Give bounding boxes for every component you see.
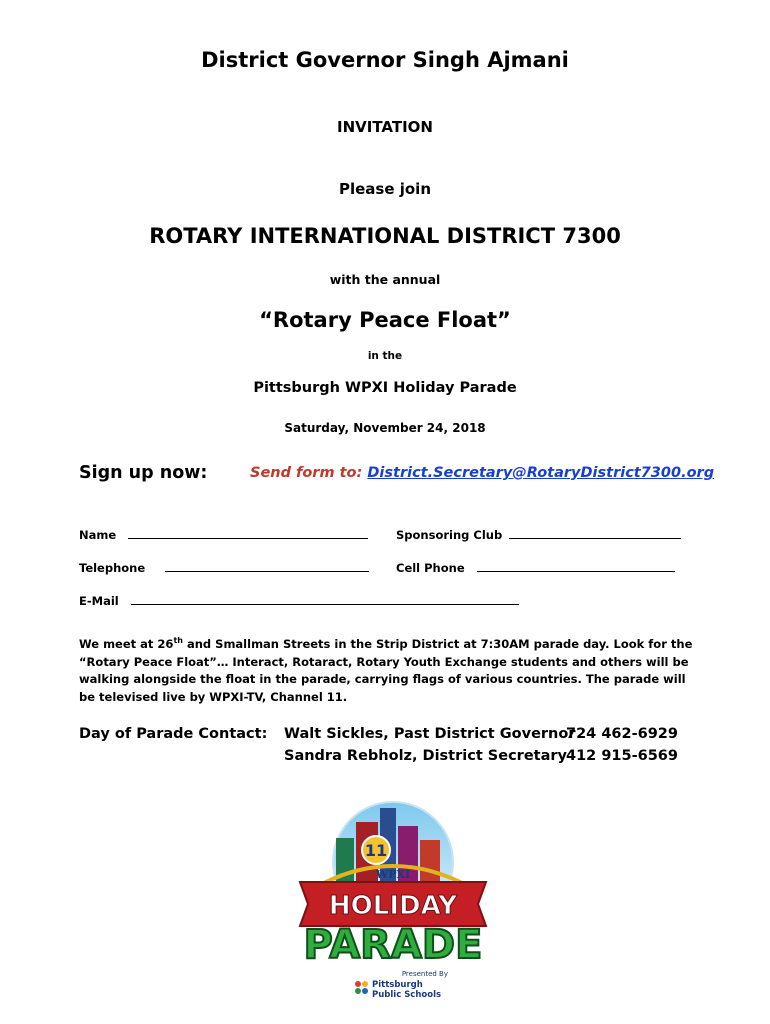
svg-text:11: 11 xyxy=(364,841,388,860)
wpxi-label: WPXI xyxy=(375,868,411,881)
contact-phone-2: 412 915-6569 xyxy=(566,748,678,764)
with-annual-text: with the annual xyxy=(329,272,441,287)
details-text-start: We meet at 26 xyxy=(79,637,174,651)
presented-by: Presented By xyxy=(401,970,448,978)
please-join-text: Please join xyxy=(338,180,432,198)
club-label: Sponsoring Club xyxy=(396,528,503,542)
details-superscript: th xyxy=(173,636,183,646)
in-the-text: in the xyxy=(367,350,403,362)
cell-blank[interactable] xyxy=(477,561,675,572)
name-blank[interactable] xyxy=(128,528,368,539)
details-text-rest: and Smallman Streets in the Strip District at 7:30AM parade day. Look for the “Rotary Peace Float”… Interact, Rotaract, Rotary Youth Exchange students and others will be walking alongside the float in the parade, carrying flags of various countries. The parade will be televised live by WPXI-TV, Channel 11. xyxy=(79,637,693,704)
sponsor-icon xyxy=(355,981,368,994)
details-paragraph xyxy=(79,636,694,706)
event-date: Saturday, November 24, 2018 xyxy=(284,421,486,435)
event-name: “Rotary Peace Float” xyxy=(259,308,511,332)
sponsoring-club-field[interactable] xyxy=(396,528,681,542)
email-field[interactable] xyxy=(79,594,519,608)
cell-label: Cell Phone xyxy=(396,561,465,575)
organization-name: ROTARY INTERNATIONAL DISTRICT 7300 xyxy=(149,224,621,248)
contact-heading: Day of Parade Contact: xyxy=(79,726,268,742)
email-label: E-Mail xyxy=(79,594,119,608)
contact-name-2: Sandra Rebholz, District Secretary xyxy=(284,748,567,764)
parade-logo-graphic xyxy=(278,800,508,1005)
name-label: Name xyxy=(79,528,117,542)
email-link[interactable]: District.Secretary@RotaryDistrict7300.org xyxy=(367,465,715,481)
club-blank[interactable] xyxy=(509,528,681,539)
signup-heading: Sign up now: xyxy=(79,463,208,483)
send-form-label: Send form to: xyxy=(250,465,363,481)
email-blank[interactable] xyxy=(131,594,519,605)
send-form-line xyxy=(250,465,714,481)
telephone-field[interactable] xyxy=(79,561,369,575)
holiday-word: HOLIDAY xyxy=(328,891,458,921)
telephone-blank[interactable] xyxy=(165,561,369,572)
sponsor-line-1: Pittsburgh xyxy=(372,980,423,990)
name-field[interactable] xyxy=(79,528,368,542)
sponsor-line-2: Public Schools xyxy=(372,990,442,1000)
cell-phone-field[interactable] xyxy=(396,561,675,575)
contact-name-1: Walt Sickles, Past District Governor xyxy=(284,726,576,742)
contact-phone-1: 724 462-6929 xyxy=(566,726,678,742)
holiday-parade-logo xyxy=(278,800,508,1005)
parade-word: PARADE xyxy=(303,922,483,968)
page-title: District Governor Singh Ajmani xyxy=(201,48,569,72)
invitation-heading: INVITATION xyxy=(337,118,433,136)
parade-name: Pittsburgh WPXI Holiday Parade xyxy=(253,380,517,396)
telephone-label: Telephone xyxy=(79,561,146,575)
